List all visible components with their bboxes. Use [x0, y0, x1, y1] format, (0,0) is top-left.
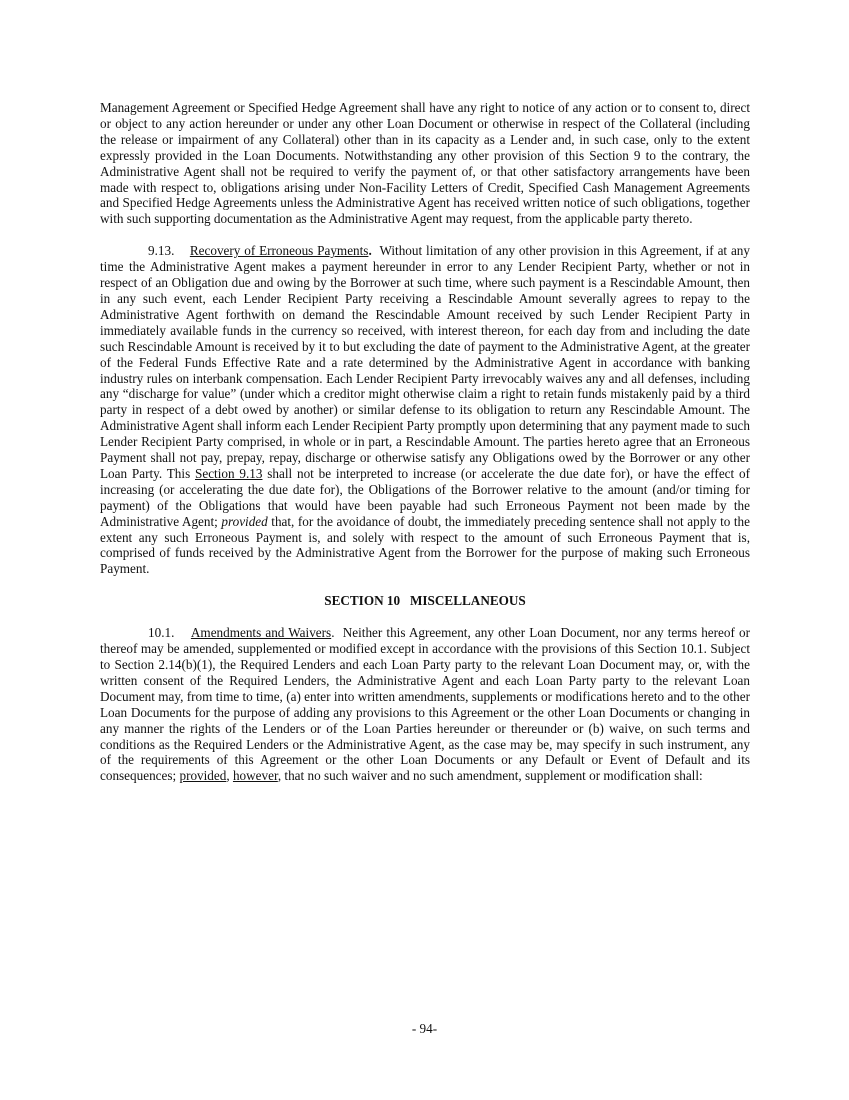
term-separator: ,: [226, 768, 233, 784]
section-10-heading: SECTION 10 MISCELLANEOUS: [324, 593, 526, 609]
provided-term: provided: [179, 768, 227, 784]
section-9-13: [100, 243, 750, 577]
section-body-part-b: , that no such waiver and no such amendment, supplement or modification shall:: [277, 768, 703, 784]
section-title-punct: .: [331, 625, 335, 641]
section-body-part-b: shall not be interpreted to increase (or accelerate the due date for), or have the effect of increasing (or accelerating the due date for), the Obligations of the Borrower relative to the amount (and/or timing for payment) of the Obligations that would have been payable had such Erroneous Payment not been made by the Administrative Agent;: [100, 465, 750, 529]
section-title-punct: .: [368, 243, 372, 259]
section-cross-reference: Section 9.13: [195, 465, 263, 481]
section-title: Amendments and Waivers: [190, 625, 332, 641]
section-body-part-c: that, for the avoidance of doubt, the immediately preceding sentence shall not apply to the extent any such Erroneous Payment is, and solely with respect to the amount of such Erroneous Payment that is, comprised of funds received by the Administrative Agent from the Borrower for the purpose of making such Erroneous Payment.: [100, 513, 750, 577]
paragraph-text: Management Agreement or Specified Hedge Agreement shall have any right to notice of any action or to consent to, direct or object to any action hereunder or under any other Loan Document or otherwise in respect of the Collateral (including the release or impairment of any Collateral) other than in its capacity as a Lender and, in such case, only to the extent expressly provided in the Loan Documents. Notwithstanding any other provision of this Section 9 to the contrary, the Administrative Agent shall not be required to verify the payment of, or that other satisfactory arrangements have been made with respect to, obligations arising under Non-Facility Letters of Credit, Specified Cash Management Agreements and Specified Hedge Agreements unless the Administrative Agent has received written notice of such obligations, together with such supporting documentation as the Administrative Agent may request, from the applicable party thereto.: [100, 100, 750, 227]
section-number: 9.13.: [148, 243, 175, 259]
section-title: Recovery of Erroneous Payments: [189, 243, 369, 259]
provided-term: provided: [221, 513, 268, 529]
paragraph-continued: [100, 100, 750, 227]
document-page: [100, 100, 750, 784]
however-term: however: [232, 768, 278, 784]
section-number: 10.1.: [148, 625, 175, 641]
page-number: - 94-: [411, 1021, 438, 1036]
section-body-part-a: Neither this Agreement, any other Loan Document, nor any terms hereof or thereof may be amended, supplemented or modified except in accordance with the provisions of this Section 10.1. Subject to Section 2.14(b)(1), the Required Lenders and each Loan Party party to the relevant Loan Document may, or, with the written consent of the Required Lenders, the Administrative Agent and each Loan Party party to the relevant Loan Document may, from time to time, (a) enter into written amendments, supplements or modifications hereto and to the other Loan Documents for the purpose of adding any provisions to this Agreement or the other Loan Documents or changing in any manner the rights of the Lenders or of the Loan Parties hereunder or thereunder or (b) waive, on such terms and conditions as the Required Lenders or the Administrative Agent, as the case may be, may specify in such instrument, any of the requirements of this Agreement or the other Loan Documents or any Default or Event of Default and its consequences;: [100, 625, 750, 784]
section-10-1: [100, 625, 750, 784]
section-body-part-a: Without limitation of any other provision in this Agreement, if at any time the Administrative Agent makes a payment hereunder in error to any Lender Recipient Party, whether or not in respect of an Obligation due and owing by the Borrower at such time, where such payment is a Rescindable Amount, then in any such event, each Lender Recipient Party receiving a Rescindable Amount severally agrees to repay to the Administrative Agent forthwith on demand the Rescindable Amount received by such Lender Recipient Party in immediately available funds in the currency so received, with interest thereon, for each day from and including the date such Rescindable Amount is received by it to but excluding the date of payment to the Administrative Agent, at the greater of the Federal Funds Effective Rate and a rate determined by the Administrative Agent in accordance with banking industry rules on interbank compensation. Each Lender Recipient Party irrevocably waives any and all defenses, including any “discharge for value” (under which a creditor might otherwise claim a right to retain funds mistakenly paid by a third party in respect of a debt owed by another) or similar defense to its obligation to return any Rescindable Amount. The Administrative Agent shall inform each Lender Recipient Party promptly upon determining that any payment made to such Lender Recipient Party comprised, in whole or in part, a Rescindable Amount. The parties hereto agree that an Erroneous Payment shall not pay, prepay, repay, discharge or otherwise satisfy any Obligations owed by the Borrower or any other Loan Party. This: [100, 243, 750, 481]
